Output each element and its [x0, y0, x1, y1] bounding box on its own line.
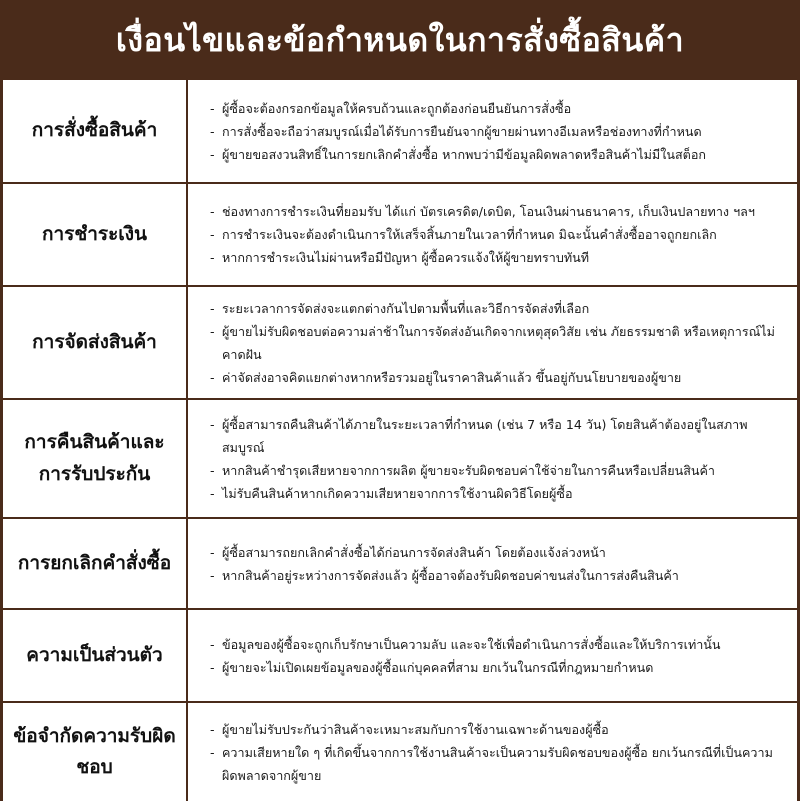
list-item: - ผู้ขายจะไม่เปิดเผยข้อมูลของผู้ซื้อแก่บุคคลที่สาม ยกเว้นในกรณีที่กฎหมายกำหนด — [210, 656, 787, 679]
terms-table — [3, 80, 797, 797]
section-content — [188, 703, 797, 801]
list-item: - ผู้ขายไม่รับผิดชอบต่อความล่าช้าในการจัดส่งอันเกิดจากเหตุสุดวิสัย เช่น ภัยธรรมชาติ หรือเหตุการณ์ไม่คาดฝัน — [210, 320, 787, 366]
list-item: - ผู้ซื้อสามารถคืนสินค้าได้ภายในระยะเวลาที่กำหนด (เช่น 7 หรือ 14 วัน) โดยสินค้าต้องอยู่ในสภาพสมบูรณ์ — [210, 413, 787, 459]
section-heading: การชำระเงิน — [3, 184, 186, 285]
list-item: - หากสินค้าชำรุดเสียหายจากการผลิต ผู้ขายจะรับผิดชอบค่าใช้จ่ายในการคืนหรือเปลี่ยนสินค้า — [210, 459, 787, 482]
list-item: - ข้อมูลของผู้ซื้อจะถูกเก็บรักษาเป็นความลับ และจะใช้เพื่อดำเนินการสั่งซื้อและให้บริการเท่านั้น — [210, 633, 787, 656]
section-cancellation — [3, 519, 797, 608]
section-heading: ข้อจำกัดความรับผิดชอบ — [3, 703, 186, 801]
section-content — [188, 184, 797, 285]
list-item: - ผู้ซื้อสามารถยกเลิกคำสั่งซื้อได้ก่อนการจัดส่งสินค้า โดยต้องแจ้งล่วงหน้า — [210, 541, 787, 564]
list-item: - ความเสียหายใด ๆ ที่เกิดขึ้นจากการใช้งานสินค้าจะเป็นความรับผิดชอบของผู้ซื้อ ยกเว้นกรณีที่เป็นความผิดพลาดจากผู้ขาย — [210, 741, 787, 787]
list-item: - ไม่รับคืนสินค้าหากเกิดความเสียหายจากการใช้งานผิดวิธีโดยผู้ซื้อ — [210, 482, 787, 505]
page-title: เงื่อนไขและข้อกำหนดในการสั่งซื้อสินค้า — [115, 20, 685, 59]
section-content — [188, 287, 797, 398]
list-item: - หากการชำระเงินไม่ผ่านหรือมีปัญหา ผู้ซื้อควรแจ้งให้ผู้ขายทราบทันที — [210, 246, 787, 269]
list-item: - การสั่งซื้อจะถือว่าสมบูรณ์เมื่อได้รับการยืนยันจากผู้ขายผ่านทางอีเมลหรือช่องทางที่กำหนด — [210, 120, 787, 143]
list-item: - ผู้ขายขอสงวนสิทธิ์ในการยกเลิกคำสั่งซื้อ หากพบว่ามีข้อมูลผิดพลาดหรือสินค้าไม่มีในสต็อก — [210, 143, 787, 166]
section-liability — [3, 703, 797, 801]
list-item: - หากสินค้าอยู่ระหว่างการจัดส่งแล้ว ผู้ซื้ออาจต้องรับผิดชอบค่าขนส่งในการส่งคืนสินค้า — [210, 564, 787, 587]
section-heading: การจัดส่งสินค้า — [3, 287, 186, 398]
section-heading: การคืนสินค้าและการรับประกัน — [3, 400, 186, 517]
list-item: - ผู้ขายไม่รับประกันว่าสินค้าจะเหมาะสมกับการใช้งานเฉพาะด้านของผู้ซื้อ — [210, 718, 787, 741]
section-ordering — [3, 80, 797, 182]
section-content — [188, 610, 797, 701]
section-privacy — [3, 610, 797, 701]
section-content — [188, 80, 797, 182]
section-heading: ความเป็นส่วนตัว — [3, 610, 186, 701]
section-heading: การสั่งซื้อสินค้า — [3, 80, 186, 182]
list-item: - ผู้ซื้อจะต้องกรอกข้อมูลให้ครบถ้วนและถูกต้องก่อนยืนยันการสั่งซื้อ — [210, 97, 787, 120]
section-shipping — [3, 287, 797, 398]
section-heading: การยกเลิกคำสั่งซื้อ — [3, 519, 186, 608]
list-item: - ช่องทางการชำระเงินที่ยอมรับ ได้แก่ บัตรเครดิต/เดบิต, โอนเงินผ่านธนาคาร, เก็บเงินปลายทาง ฯลฯ — [210, 200, 787, 223]
list-item: - ค่าจัดส่งอาจคิดแยกต่างหากหรือรวมอยู่ในราคาสินค้าแล้ว ขึ้นอยู่กับนโยบายของผู้ขาย — [210, 366, 787, 389]
list-item: - การชำระเงินจะต้องดำเนินการให้เสร็จสิ้นภายในเวลาที่กำหนด มิฉะนั้นคำสั่งซื้ออาจถูกยกเลิก — [210, 223, 787, 246]
section-content — [188, 400, 797, 517]
section-returns-warranty — [3, 400, 797, 517]
section-content — [188, 519, 797, 608]
list-item: - ระยะเวลาการจัดส่งจะแตกต่างกันไปตามพื้นที่และวิธีการจัดส่งที่เลือก — [210, 297, 787, 320]
section-payment — [3, 184, 797, 285]
